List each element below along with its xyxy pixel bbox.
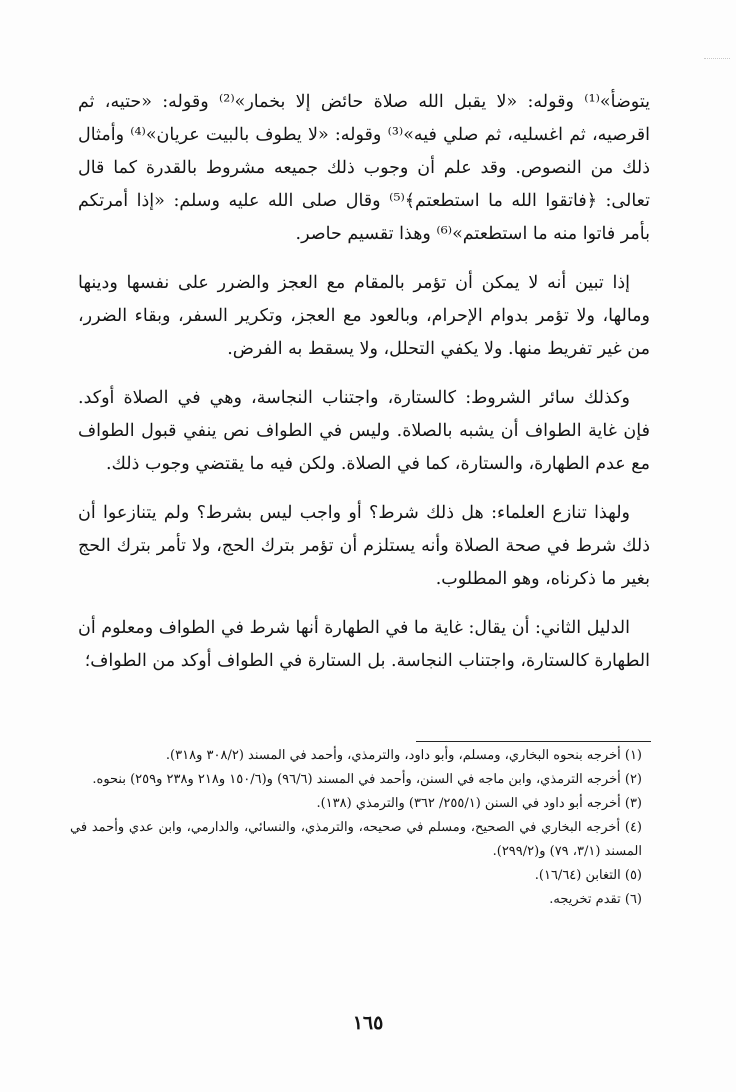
main-text bbox=[78, 86, 650, 678]
footnotes bbox=[70, 744, 642, 912]
paragraph: إذا تبين أنه لا يمكن أن تؤمر بالمقام مع العجز والضرر على نفسها ودينها ومالها، ولا تؤمر بدوام الإحرام، وبالعود مع العجز، وتكرير السفر، وبقاء الضرر، من غير تفريط منها. ولا يكفي التحلل، ولا يسقط به الفرض. bbox=[78, 273, 650, 359]
paragraph: ولهذا تنازع العلماء: هل ذلك شرط؟ أو واجب ليس بشرط؟ ولم يتنازعوا أن ذلك شرط في صحة الصلاة وأنه يستلزم أن تؤمر بترك الحج، ولا تأمر بترك الحج بغير ما ذكرناه، وهو المطلوب. bbox=[78, 503, 650, 589]
footnote: (٣) أخرجه أبو داود في السنن (٢٥٥/١/ ٣٦٢) والترمذي (١٣٨). bbox=[316, 796, 642, 811]
footnote: (١) أخرجه بنحوه البخاري، ومسلم، وأبو داود، والترمذي، وأحمد في المسند (٣٠٨/٢ و٣١٨). bbox=[165, 748, 642, 763]
paragraph: وكذلك سائر الشروط: كالستارة، واجتناب النجاسة، وهي في الصلاة أوكد. فإن غاية الطواف أن يشبه بالصلاة. وليس في الطواف نص ينفي قبول الطواف مع عدم الطهارة، والستارة، كما في الصلاة. ولكن فيه ما يقتضي وجوب ذلك. bbox=[78, 388, 650, 474]
page-number: ١٦٥ bbox=[352, 1012, 384, 1034]
footnote: (٦) تقدم تخريجه. bbox=[549, 892, 642, 907]
footnote-separator bbox=[416, 741, 651, 742]
corner-dots bbox=[704, 58, 730, 61]
footnote: (٥) التغابن (١٦/٦٤). bbox=[534, 868, 642, 883]
footnote: (٤) أخرجه البخاري في الصحيح، ومسلم في صحيحه، والترمذي، والنسائي، والدارمي، وابن عدي وأحمد في المسند (٣/١، ٧٩) و(٢٩٩/٢). bbox=[70, 820, 642, 859]
paragraph: يتوضأ»⁽¹⁾ وقوله: «لا يقبل الله صلاة حائض إلا بخمار»⁽²⁾ وقوله: «حتيه، ثم اقرصيه، ثم اغسليه، ثم صلي فيه»⁽³⁾ وقوله: «لا يطوف بالبيت عريان»⁽⁴⁾ وأمثال ذلك من النصوص. وقد علم أن وجوب ذلك جميعه مشروط بالقدرة كما قال تعالى: ﴿فاتقوا الله ما استطعتم﴾⁽⁵⁾ وقال صلى الله عليه وسلم: «إذا أمرتكم بأمر فاتوا منه ما استطعتم»⁽⁶⁾ وهذا تقسيم حاصر. bbox=[78, 92, 650, 244]
paragraph: الدليل الثاني: أن يقال: غاية ما في الطهارة أنها شرط في الطواف ومعلوم أن الطهارة كالستارة، واجتناب النجاسة. بل الستارة في الطواف أوكد من الطواف؛ bbox=[78, 618, 650, 671]
footnote: (٢) أخرجه الترمذي، وابن ماجه في السنن، وأحمد في المسند (٩٦/٦) و(١٥٠/٦ و٢١٨ و٢٣٨ و٢٥٩) بنحوه. bbox=[92, 772, 642, 787]
